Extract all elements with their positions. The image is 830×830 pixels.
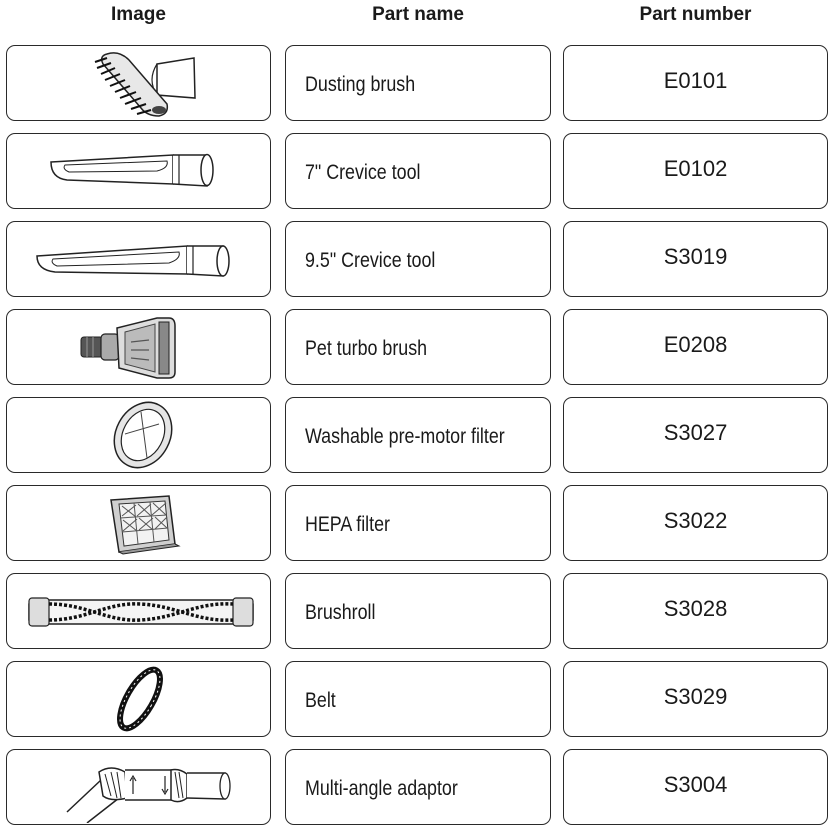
hepa-filter-icon (7, 486, 269, 559)
part-name-cell (285, 573, 551, 649)
image-cell (6, 573, 271, 649)
part-number: S3028 (663, 596, 728, 621)
part-number: S3004 (663, 772, 728, 797)
part-number-cell (563, 133, 828, 209)
part-number-cell (563, 661, 828, 737)
part-name: Washable pre-motor filter (305, 425, 505, 448)
part-number-cell (563, 45, 828, 121)
header-image: Image (111, 4, 166, 25)
part-name-cell (285, 661, 551, 737)
part-name: 9.5" Crevice tool (305, 249, 436, 272)
part-number: E0101 (663, 68, 728, 93)
image-cell (6, 221, 271, 297)
image-cell (6, 45, 271, 121)
table-row (0, 133, 830, 209)
image-cell (6, 661, 271, 737)
image-cell (6, 485, 271, 561)
table-row (0, 397, 830, 473)
part-name: Dusting brush (305, 73, 416, 96)
part-number: S3019 (663, 244, 728, 269)
part-name-cell (285, 221, 551, 297)
part-number: S3022 (663, 508, 728, 533)
part-number-cell (563, 573, 828, 649)
part-number: E0208 (663, 332, 728, 357)
part-name-cell (285, 485, 551, 561)
table-row (0, 221, 830, 297)
table-row (0, 661, 830, 737)
brushroll-icon (7, 574, 269, 647)
part-name-cell (285, 133, 551, 209)
part-name: Belt (305, 689, 336, 712)
part-number-cell (563, 749, 828, 825)
image-cell (6, 133, 271, 209)
image-cell (6, 397, 271, 473)
pre-motor-filter-icon (7, 398, 269, 471)
header-part-name: Part name (372, 4, 464, 25)
part-name: Brushroll (305, 601, 376, 624)
pet-turbo-brush-icon (7, 310, 269, 383)
crevice-tool-9-5-icon (7, 222, 269, 295)
table-row (0, 45, 830, 121)
part-name: HEPA filter (305, 513, 390, 536)
part-number-cell (563, 485, 828, 561)
part-number: S3029 (663, 684, 728, 709)
part-number-cell (563, 309, 828, 385)
table-row (0, 749, 830, 825)
part-name: Pet turbo brush (305, 337, 428, 360)
header-part-number: Part number (639, 4, 752, 25)
part-number: S3027 (663, 420, 728, 445)
crevice-tool-7-icon (7, 134, 269, 207)
part-number-cell (563, 397, 828, 473)
part-number-cell (563, 221, 828, 297)
belt-icon (7, 662, 269, 735)
table-row (0, 485, 830, 561)
image-cell (6, 309, 271, 385)
part-name: 7" Crevice tool (305, 161, 421, 184)
part-name-cell (285, 45, 551, 121)
multi-angle-adaptor-icon (7, 750, 269, 823)
part-name-cell (285, 749, 551, 825)
part-name-cell (285, 397, 551, 473)
part-name-cell (285, 309, 551, 385)
table-row (0, 573, 830, 649)
part-name: Multi-angle adaptor (305, 777, 458, 800)
table-row (0, 309, 830, 385)
dusting-brush-icon (7, 46, 269, 119)
image-cell (6, 749, 271, 825)
part-number: E0102 (663, 156, 728, 181)
